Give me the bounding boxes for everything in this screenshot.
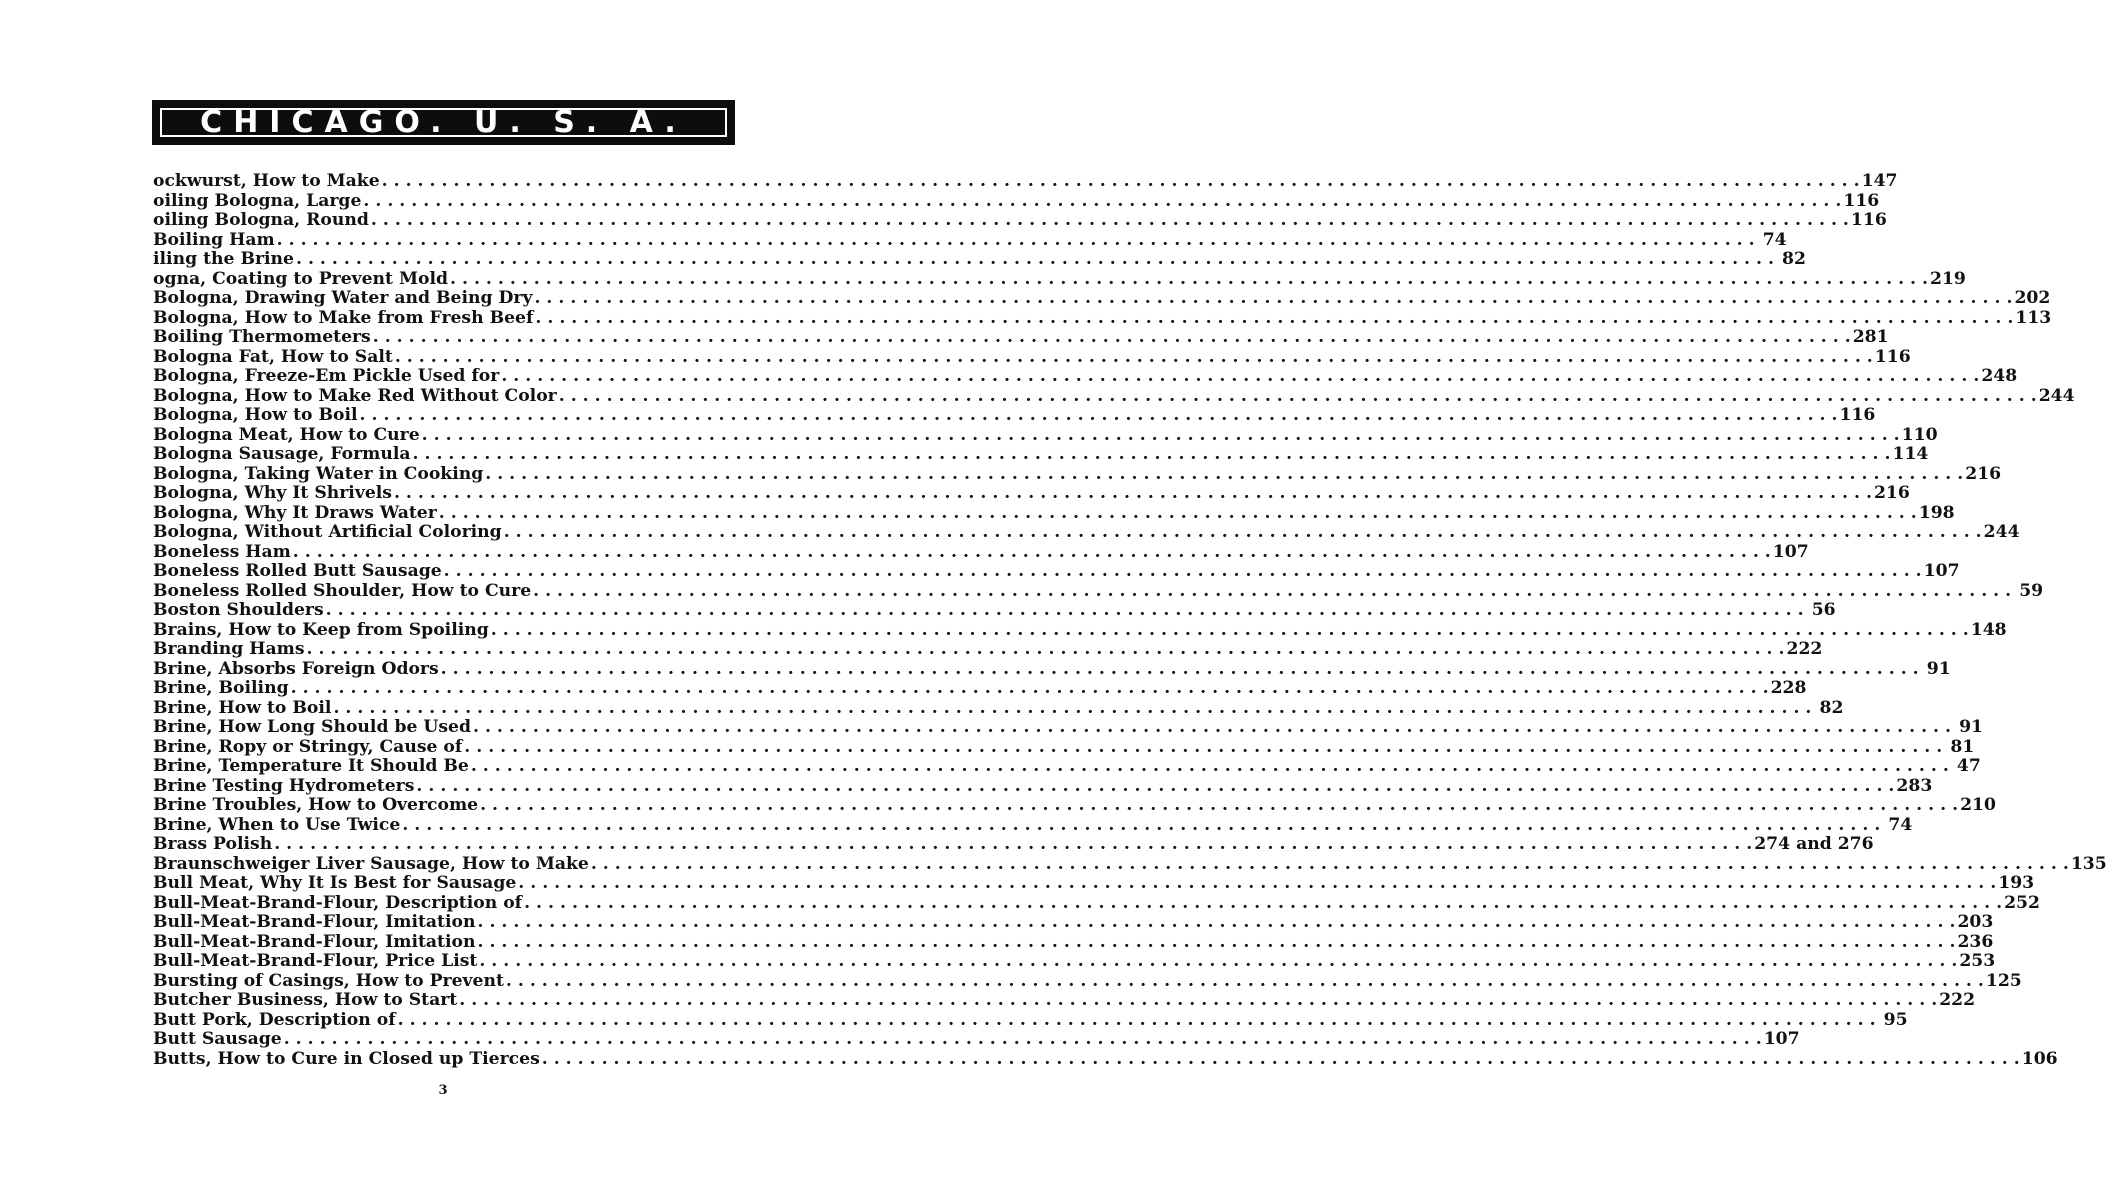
index-entry-title: iling the Brine <box>153 249 294 269</box>
index-entry-page: 274 and 276 <box>1754 834 1874 854</box>
index-entry <box>153 697 1844 719</box>
dot-leader <box>533 309 2015 329</box>
dot-leader <box>489 621 1971 641</box>
dot-leader <box>589 855 2071 875</box>
index-entry-title: Bursting of Casings, How to Prevent <box>153 970 504 991</box>
index-entry-title: Boston Shoulders <box>153 600 324 620</box>
index-entry <box>153 970 2022 992</box>
index-entry <box>153 502 1955 524</box>
index-entry <box>153 1009 1908 1031</box>
index-entry-page: 82 <box>1819 697 1844 718</box>
dot-leader <box>540 1050 2022 1070</box>
index-entry-page: 228 <box>1770 678 1807 698</box>
index-entry <box>153 561 1960 582</box>
header-banner <box>152 100 735 145</box>
index-entry-page: 110 <box>1901 424 1938 445</box>
index-entry <box>153 249 1806 270</box>
index-entry-title: Bull-Meat-Brand-Flour, Price List <box>153 951 478 971</box>
dot-leader <box>531 582 2013 602</box>
index-entry-title: Butcher Business, How to Start <box>153 990 458 1010</box>
index-entry-page: 91 <box>1926 658 1951 679</box>
index-entry-title: Brass Polish <box>153 834 273 854</box>
dot-leader <box>371 328 1853 348</box>
index-entry-page: 216 <box>1965 463 2002 484</box>
page-number: 3 <box>438 1083 448 1098</box>
index-entry <box>153 190 1880 212</box>
index-entry-page: 116 <box>1874 346 1911 367</box>
dot-leader <box>469 757 1951 777</box>
index-entry-title: Brine, Ropy or Stringy, Cause of <box>153 736 463 757</box>
index-entry <box>153 268 1966 290</box>
index-entry <box>153 658 1951 680</box>
index-entry <box>153 405 1876 426</box>
index-entry-title: Bologna Fat, How to Salt <box>153 346 393 367</box>
index-entry-page: 59 <box>2019 580 2044 601</box>
index-entry <box>153 1029 1800 1050</box>
index-entry-page: 236 <box>1957 931 1994 952</box>
dot-leader <box>358 406 1840 426</box>
index-entry-title: Bull-Meat-Brand-Flour, Imitation <box>153 912 476 932</box>
index-entry-page: 283 <box>1896 775 1933 796</box>
index-entry <box>153 990 1976 1011</box>
index-entry <box>153 210 1887 231</box>
index-entry-title: oiling Bologna, Large <box>153 190 362 211</box>
dot-leader <box>393 348 1875 368</box>
dot-leader <box>414 777 1896 797</box>
index-entry-title: Bologna, Drawing Water and Being Dry <box>153 288 533 308</box>
index-entry-title: Boneless Ham <box>153 541 291 562</box>
index-entry-title: Boneless Rolled Shoulder, How to Cure <box>153 580 532 601</box>
index-entry-page: 193 <box>1998 873 2035 893</box>
index-entry-page: 95 <box>1883 1009 1908 1030</box>
index-entry <box>153 678 1807 699</box>
index-entry-page: 253 <box>1959 951 1996 971</box>
index-entry <box>153 580 2044 602</box>
index-entry <box>153 463 2002 485</box>
index-entry-title: Bologna, How to Boil <box>153 405 358 425</box>
dot-leader <box>462 738 1944 758</box>
index-entry <box>153 307 2052 329</box>
index-entry <box>153 541 1809 563</box>
index-entry-page: 82 <box>1782 249 1806 269</box>
index-entry-page: 252 <box>2004 892 2040 913</box>
dot-leader <box>502 523 1984 543</box>
index-entry <box>153 834 1874 855</box>
index-entry-title: Brine, Temperature It Should Be <box>153 756 469 776</box>
index-entry-title: Bologna, Why It Draws Water <box>153 502 437 523</box>
dot-leader <box>392 484 1874 504</box>
index-entry-page: 107 <box>1772 541 1809 562</box>
index-entry-page: 147 <box>1861 171 1898 191</box>
index-entry-page: 210 <box>1960 795 1996 815</box>
dot-leader <box>557 387 2039 407</box>
dot-leader <box>411 445 1893 465</box>
index-entry-title: Bologna, Taking Water in Cooking <box>153 463 484 484</box>
index-entry-page: 116 <box>1850 210 1887 230</box>
index-entry <box>153 600 1836 621</box>
index-entry-title: ogna, Coating to Prevent Mold <box>153 268 449 289</box>
index-entry-page: 216 <box>1873 483 1910 503</box>
index-entry <box>153 522 2020 543</box>
index-entry-title: Brains, How to Keep from Spoiling <box>153 619 489 640</box>
index-entry-page: 219 <box>1930 268 1966 289</box>
dot-leader <box>471 718 1953 738</box>
index-entry <box>153 619 2007 641</box>
index-entry <box>153 327 1889 348</box>
index-entry-title: Bologna, Why It Shrivels <box>153 483 392 503</box>
index-entry-page: 114 <box>1892 444 1929 464</box>
dot-leader <box>477 952 1959 972</box>
index-entry <box>153 717 1983 738</box>
index-entry <box>153 385 2075 407</box>
index-entry-page: 56 <box>1811 600 1836 620</box>
index-entry-title: Boiling Ham <box>153 229 275 250</box>
index-entry-title: Bologna, How to Make from Fresh Beef <box>153 307 534 328</box>
dot-leader <box>275 231 1757 251</box>
index-entry-title: Bologna, How to Make Red Without Color <box>153 385 557 406</box>
index-entry-title: Brine, Absorbs Foreign Odors <box>153 658 439 679</box>
index-entry-title: Braunschweiger Liver Sausage, How to Make <box>153 853 589 874</box>
index-entry-page: 203 <box>1957 912 1994 932</box>
index-entry <box>153 931 1994 953</box>
dot-leader <box>522 894 2004 914</box>
index-entry-page: 47 <box>1956 756 1981 776</box>
index-entry-page: 125 <box>1985 970 2022 991</box>
index-entry <box>153 171 1898 192</box>
dot-leader <box>437 504 1919 524</box>
index-entry-title: Brine Testing Hydrometers <box>153 775 415 796</box>
index-entry-title: Bull-Meat-Brand-Flour, Imitation <box>153 931 476 952</box>
index-entry-page: 74 <box>1888 814 1913 835</box>
index-entry-title: Butt Sausage <box>153 1029 282 1049</box>
index-entry <box>153 229 1787 251</box>
dot-leader <box>442 562 1924 582</box>
dot-leader <box>478 796 1960 816</box>
dot-leader <box>420 426 1902 446</box>
index-entry-page: 106 <box>2021 1048 2058 1069</box>
index-entry-page: 113 <box>2015 307 2052 328</box>
index-entry-page: 244 <box>2038 385 2075 406</box>
dot-leader <box>448 270 1930 290</box>
dot-leader <box>380 172 1862 192</box>
dot-leader <box>475 913 1957 933</box>
index-entry <box>153 775 1933 797</box>
index-entry-page: 107 <box>1923 561 1960 581</box>
index-entry-page: 244 <box>1983 522 2020 542</box>
index-entry <box>153 736 1975 758</box>
index-entry-page: 107 <box>1763 1029 1800 1049</box>
dot-leader <box>291 543 1773 563</box>
index-entry-title: Brine, How to Boil <box>153 697 332 718</box>
index-entry-title: oiling Bologna, Round <box>153 210 369 230</box>
index-entry-title: Bologna, Freeze-Em Pickle Used for <box>153 366 500 386</box>
dot-leader <box>361 192 1843 212</box>
index-entry-title: Brine, Boiling <box>153 678 289 698</box>
index-entry <box>153 853 2107 875</box>
index-entry <box>153 639 1823 660</box>
index-entry <box>153 795 1996 816</box>
index-entry-page: 116 <box>1839 405 1876 425</box>
index-entry <box>153 346 1911 368</box>
index-entry-title: Bull-Meat-Brand-Flour, Description of <box>153 892 523 913</box>
dot-leader <box>282 1030 1764 1050</box>
index-entry <box>153 951 1996 972</box>
dot-leader <box>331 699 1813 719</box>
index-entry-title: Butts, How to Cure in Closed up Tierces <box>153 1048 540 1069</box>
dot-leader <box>504 972 1986 992</box>
index-entry-page: 222 <box>1939 990 1976 1010</box>
index-entry-title: Bologna Sausage, Formula <box>153 444 411 464</box>
index-entry <box>153 288 2051 309</box>
index-entry-title: Bull Meat, Why It Is Best for Sausage <box>153 873 517 893</box>
index-entry-title: Brine Troubles, How to Overcome <box>153 795 479 815</box>
dot-leader <box>272 835 1754 855</box>
header-banner-frame <box>160 104 727 140</box>
index-entry-title: Butt Pork, Description of <box>153 1009 396 1030</box>
index-entry-title: Bologna, Without Artificial Coloring <box>153 522 502 542</box>
index-entry-title: Brine, When to Use Twice <box>153 814 401 835</box>
index-entry-page: 74 <box>1762 229 1787 250</box>
dot-leader <box>475 933 1957 953</box>
index-entry-page: 202 <box>2014 288 2051 308</box>
dot-leader <box>396 1011 1878 1031</box>
index-entry-page: 81 <box>1950 736 1975 757</box>
dot-leader <box>483 465 1965 485</box>
index-entry-title: Brine, How Long Should be Used <box>153 717 471 737</box>
index-entry <box>153 444 1929 465</box>
dot-leader <box>324 601 1806 621</box>
index-entry <box>153 1048 2058 1070</box>
dot-leader <box>457 991 1939 1011</box>
index-entry-title: Bologna Meat, How to Cure <box>153 424 420 445</box>
index-entry <box>153 424 1938 446</box>
dot-leader <box>294 250 1776 270</box>
index-entry-title: Branding Hams <box>153 639 305 659</box>
dot-leader <box>439 660 1921 680</box>
index-entry-title: Boiling Thermometers <box>153 327 371 347</box>
dot-leader <box>400 816 1882 836</box>
index-entry-page: 91 <box>1959 717 1983 737</box>
dot-leader <box>289 679 1771 699</box>
index-entry-page: 198 <box>1918 502 1955 523</box>
index-entry-page: 148 <box>1970 619 2007 640</box>
index-entry <box>153 756 1981 777</box>
index-list <box>153 171 2107 1069</box>
index-entry-page: 135 <box>2070 853 2107 874</box>
index-entry <box>153 366 2018 387</box>
dot-leader <box>499 367 1981 387</box>
index-entry-page: 248 <box>1981 366 2018 386</box>
index-entry <box>153 483 1910 504</box>
index-entry-title: ockwurst, How to Make <box>153 171 380 191</box>
dot-leader <box>369 211 1851 231</box>
index-entry <box>153 814 1913 836</box>
index-entry <box>153 892 2040 914</box>
index-entry-page: 116 <box>1843 190 1880 211</box>
index-entry-page: 222 <box>1786 639 1823 659</box>
dot-leader <box>532 289 2014 309</box>
index-entry <box>153 873 2035 894</box>
dot-leader <box>305 640 1787 660</box>
dot-leader <box>516 874 1998 894</box>
index-entry-page: 281 <box>1852 327 1889 347</box>
header-banner-text: CHICAGO. U. S. A. <box>200 104 687 140</box>
index-entry <box>153 912 1994 933</box>
index-entry-title: Boneless Rolled Butt Sausage <box>153 561 442 581</box>
